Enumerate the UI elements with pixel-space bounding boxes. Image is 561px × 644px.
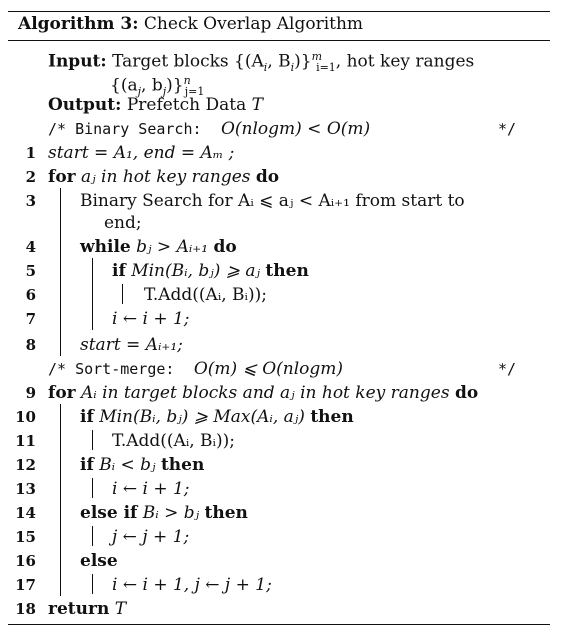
input-text-5: {(a — [110, 75, 138, 96]
comment-binary-search — [48, 118, 370, 140]
line-15-text: j ← j + 1; — [112, 527, 190, 547]
line-number: 1 — [25, 144, 36, 162]
line-12 — [80, 454, 204, 476]
line-number: 8 — [25, 336, 36, 354]
if-keyword: if — [112, 261, 126, 281]
line-12-text: Bᵢ < bⱼ — [99, 455, 156, 475]
if-keyword: if — [80, 407, 94, 427]
block-bar-for-2 — [60, 404, 61, 596]
line-number: 7 — [25, 310, 36, 328]
do-keyword: do — [255, 167, 280, 187]
input-sub: i=1 — [316, 61, 336, 75]
comment2-close: */ — [498, 360, 517, 378]
top-rule — [8, 11, 550, 12]
line-7-text: i ← i + 1; — [112, 309, 190, 329]
comment-sort-merge — [48, 358, 343, 380]
line-5 — [112, 260, 309, 282]
then-keyword: then — [160, 455, 205, 475]
block-bar-if-2 — [92, 430, 93, 450]
line-11-text: T.Add((Aᵢ, Bᵢ)); — [112, 431, 235, 451]
line-3-cont: end; — [104, 213, 142, 233]
line-18 — [48, 598, 126, 620]
input-line-cont: {($a_j$, $b_j)\}^n_{j=1}$ — [110, 74, 205, 99]
then-keyword: then — [204, 503, 248, 523]
line-number: 9 — [25, 384, 36, 402]
comment2-math: O(m) ⩽ O(nlogm) — [193, 359, 344, 379]
comment1-math: O(nlogm) < O(m) — [220, 119, 371, 139]
line-4-text: bⱼ > Aᵢ₊₁ — [136, 237, 209, 257]
return-keyword: return — [48, 599, 110, 619]
output-label: Output: — [48, 95, 122, 115]
line-14-text: Bᵢ > bⱼ — [142, 503, 200, 523]
input-text-7: )} — [166, 75, 184, 96]
line-2 — [48, 166, 279, 188]
do-keyword: do — [213, 237, 237, 257]
line-number: 16 — [15, 552, 36, 570]
line-5-text: Min(Bᵢ, bⱼ) ⩾ aⱼ — [131, 261, 261, 281]
then-keyword: then — [310, 407, 354, 427]
bottom-rule — [8, 624, 550, 625]
line-10-text: Min(Bᵢ, bⱼ) ⩾ Max(Aᵢ, aⱼ) — [99, 407, 305, 427]
input-text-4: , hot key ranges — [335, 51, 475, 72]
block-bar-else — [92, 574, 93, 594]
line-9 — [48, 382, 478, 404]
return-value: T — [114, 599, 127, 619]
line-number: 17 — [15, 576, 36, 594]
line-1-text: start = A₁, end = Aₘ ; — [48, 143, 235, 163]
input-sup-2: n — [183, 74, 191, 87]
input-text-2: , B — [267, 51, 291, 72]
else-keyword: else — [80, 551, 118, 571]
output-var: T — [251, 95, 263, 115]
block-bar-while — [92, 258, 93, 330]
line-3-text: Binary Search for Aᵢ ⩽ aⱼ < Aᵢ₊₁ from start to — [80, 191, 465, 211]
input-line: Input: Target blocks {($A_i$, $B_i)\}^m_{i=1}$, hot key ranges — [48, 50, 475, 75]
line-9-text: Aᵢ in target blocks and aⱼ in hot key ranges — [81, 383, 450, 403]
output-text: Prefetch Data — [126, 95, 247, 115]
line-number: 11 — [15, 432, 36, 450]
do-keyword: do — [454, 383, 479, 403]
line-8-text: start = Aᵢ₊₁; — [80, 335, 183, 355]
input-label: Input: — [48, 51, 107, 72]
for-keyword: for — [48, 383, 76, 403]
block-bar-if-1 — [122, 284, 123, 304]
line-number: 15 — [15, 528, 36, 546]
algorithm-title: Check Overlap Algorithm — [143, 14, 364, 34]
block-bar-for-1 — [60, 188, 61, 356]
if-keyword: if — [80, 455, 94, 475]
line-number: 6 — [25, 286, 36, 304]
caption-rule — [8, 40, 550, 41]
input-text-3: )} — [294, 51, 312, 72]
line-number: 13 — [15, 480, 36, 498]
line-17-text: i ← i + 1, j ← j + 1; — [112, 575, 272, 595]
line-10 — [80, 406, 354, 428]
line-13-text: i ← i + 1; — [112, 479, 190, 499]
else-if-keyword: else if — [80, 503, 138, 523]
line-number: 18 — [15, 600, 36, 618]
line-number: 3 — [25, 192, 36, 210]
output-line — [48, 94, 263, 116]
line-number: 10 — [15, 408, 36, 426]
algorithm-label: Algorithm 3: — [18, 14, 139, 34]
input-sub-2: j=1 — [184, 85, 205, 99]
line-6-text: T.Add((Aᵢ, Bᵢ)); — [144, 285, 267, 305]
line-4 — [80, 236, 237, 258]
input-text-6: , b — [141, 75, 163, 96]
block-bar-elseif — [92, 526, 93, 546]
line-14 — [80, 502, 248, 524]
comment1-close: */ — [498, 120, 517, 138]
line-number: 2 — [25, 168, 36, 186]
comment2-open: /* Sort-merge: — [48, 360, 175, 378]
line-2-text: aⱼ in hot key ranges — [81, 167, 251, 187]
line-number: 5 — [25, 262, 36, 280]
while-keyword: while — [80, 237, 131, 257]
input-sup: m — [311, 50, 323, 63]
input-text-1: Target blocks {(A — [112, 51, 264, 72]
algorithm-caption — [18, 14, 363, 34]
line-number: 4 — [25, 238, 36, 256]
for-keyword: for — [48, 167, 76, 187]
block-bar-if-3 — [92, 478, 93, 498]
then-keyword: then — [265, 261, 309, 281]
comment1-open: /* Binary Search: — [48, 120, 202, 138]
line-number: 14 — [15, 504, 36, 522]
line-number: 12 — [15, 456, 36, 474]
